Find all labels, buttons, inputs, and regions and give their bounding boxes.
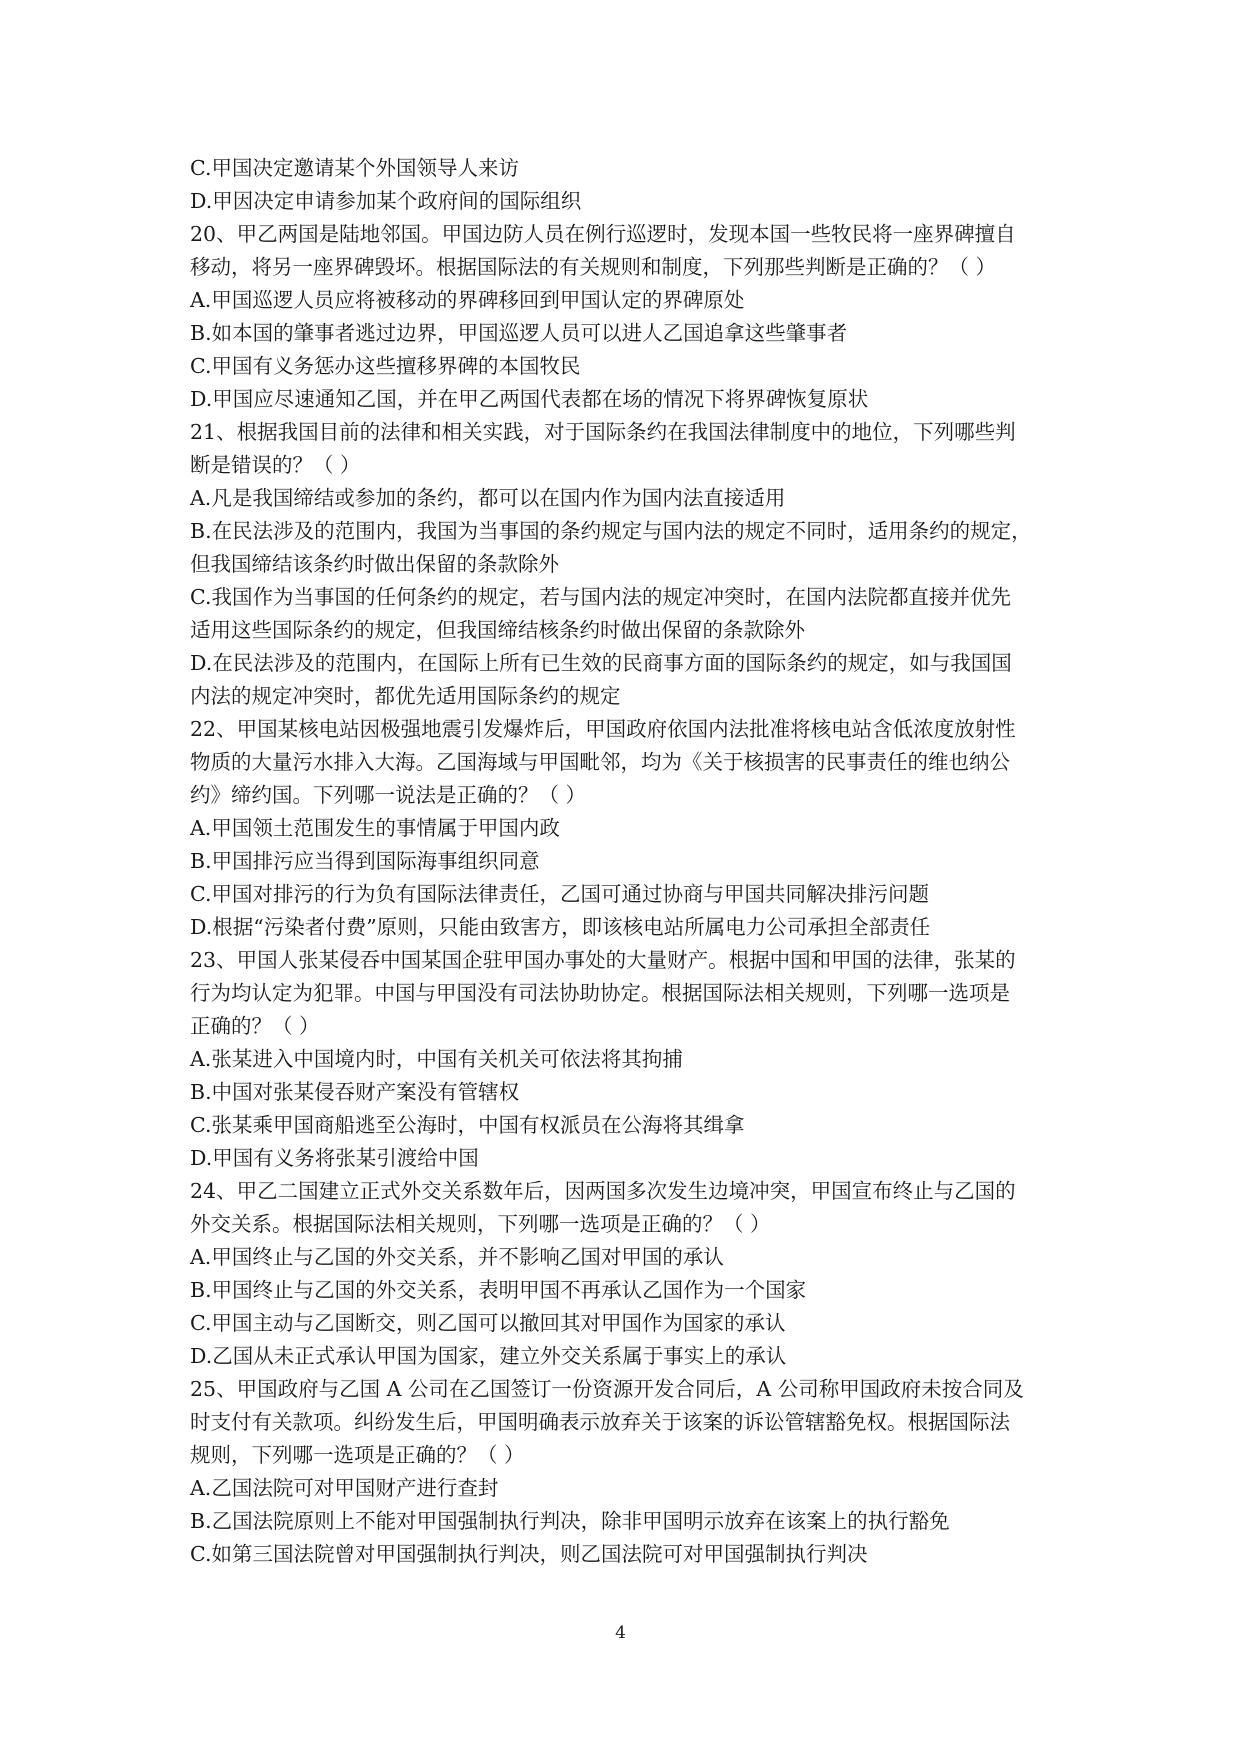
option-d-q22: D.根据“污染者付费”原则，只能由致害方，即该核电站所属电力公司承担全部责任 [190, 915, 931, 939]
option-b-q24: B.甲国终止与乙国的外交关系，表明甲国不再承认乙国作为一个国家 [190, 1278, 807, 1302]
question-24-line-2: 外交关系。根据国际法相关规则，下列哪一选项是正确的？（ ） [190, 1212, 771, 1236]
option-b-q23: B.中国对张某侵吞财产案没有管辖权 [190, 1080, 520, 1104]
option-c-q25: C.如第三国法院曾对甲国强制执行判决，则乙国法院可对甲国强制执行判决 [190, 1542, 868, 1566]
option-d-q21-line-1: D.在民法涉及的范围内，在国际上所有已生效的民商事方面的国际条约的规定，如与我国国 [190, 651, 1012, 675]
option-c-q19: C.甲国决定邀请某个外国领导人来访 [190, 156, 519, 180]
question-20-line-1: 20、甲乙两国是陆地邻国。甲国边防人员在例行巡逻时，发现本国一些牧民将一座界碑擅自 [190, 222, 1016, 246]
option-b-q21-line-1: B.在民法涉及的范围内，我国为当事国的条约规定与国内法的规定不同时，适用条约的规定， [190, 519, 1032, 543]
option-a-q21: A.凡是我国缔结或参加的条约，都可以在国内作为国内法直接适用 [190, 486, 786, 510]
question-25-line-3: 规则，下列哪一选项是正确的？（ ） [190, 1443, 525, 1467]
option-c-q21-line-1: C.我国作为当事国的任何条约的规定，若与国内法的规定冲突时，在国内法院都直接并优先 [190, 585, 1011, 609]
option-d-q19: D.甲因决定申请参加某个政府间的国际组织 [190, 189, 582, 213]
question-21-line-1: 21、根据我国目前的法律和相关实践，对于国际条约在我国法律制度中的地位，下列哪些判 [190, 420, 1016, 444]
question-24-line-1: 24、甲乙二国建立正式外交关系数年后，因两国多次发生边境冲突，甲国宣布终止与乙国的 [190, 1179, 1016, 1203]
option-a-q24: A.甲国终止与乙国的外交关系，并不影响乙国对甲国的承认 [190, 1245, 724, 1269]
question-22-line-1: 22、甲国某核电站因极强地震引发爆炸后，甲国政府依国内法批准将核电站含低浓度放射性 [190, 717, 1016, 741]
option-a-q22: A.甲国领土范围发生的事情属于甲国内政 [190, 816, 560, 840]
option-c-q20: C.甲国有义务惩办这些擅移界碑的本国牧民 [190, 354, 581, 378]
option-d-q24: D.乙国从未正式承认甲国为国家，建立外交关系属于事实上的承认 [190, 1344, 787, 1368]
option-a-q23: A.张某进入中国境内时，中国有关机关可依法将其拘捕 [190, 1047, 683, 1071]
question-20-line-2: 移动，将另一座界碑毁坏。根据国际法的有关规则和制度，下列那些判断是正确的？（ ） [190, 255, 997, 279]
question-25-line-2: 时支付有关款项。纠纷发生后，甲国明确表示放弃关于该案的诉讼管辖豁免权。根据国际法 [190, 1410, 1010, 1434]
option-d-q21-line-2: 内法的规定冲突时，都优先适用国际条约的规定 [190, 684, 621, 708]
question-23-line-2: 行为均认定为犯罪。中国与甲国没有司法协助协定。根据国际法相关规则，下列哪一选项是 [190, 981, 1010, 1005]
option-d-q23: D.甲国有义务将张某引渡给中国 [190, 1146, 479, 1170]
option-a-q20: A.甲国巡逻人员应将被移动的界碑移回到甲国认定的界碑原处 [190, 288, 745, 312]
page-body [190, 152, 1063, 1571]
option-c-q22: C.甲国对排污的行为负有国际法律责任，乙国可通过协商与甲国共同解决排污问题 [190, 882, 929, 906]
option-b-q21-line-2: 但我国缔结该条约时做出保留的条款除外 [190, 552, 559, 576]
option-a-q25: A.乙国法院可对甲国财产进行查封 [190, 1476, 499, 1500]
question-23-line-1: 23、甲国人张某侵吞中国某国企驻甲国办事处的大量财产。根据中国和甲国的法律，张某的 [190, 948, 1016, 972]
question-21-line-2: 断是错误的？（ ） [190, 453, 361, 477]
option-d-q20: D.甲国应尽速通知乙国，并在甲乙两国代表都在场的情况下将界碑恢复原状 [190, 387, 869, 411]
option-c-q23: C.张某乘甲国商船逃至公海时，中国有权派员在公海将其缉拿 [190, 1113, 745, 1137]
option-b-q25: B.乙国法院原则上不能对甲国强制执行判决，除非甲国明示放弃在该案上的执行豁免 [190, 1509, 950, 1533]
option-c-q24: C.甲国主动与乙国断交，则乙国可以撤回其对甲国作为国家的承认 [190, 1311, 786, 1335]
option-b-q20: B.如本国的肇事者逃过边界，甲国巡逻人员可以进人乙国追拿这些肇事者 [190, 321, 848, 345]
option-b-q22: B.甲国排污应当得到国际海事组织同意 [190, 849, 540, 873]
question-23-line-3: 正确的？（ ） [190, 1014, 320, 1038]
page-number: 4 [615, 1623, 626, 1643]
option-c-q21-line-2: 适用这些国际条约的规定，但我国缔结核条约时做出保留的条款除外 [190, 618, 805, 642]
question-22-line-3: 约》缔约国。下列哪一说法是正确的？（ ） [190, 783, 587, 807]
question-25-line-1: 25、甲国政府与乙国 A 公司在乙国签订一份资源开发合同后，A 公司称甲国政府未按合同及 [190, 1377, 1024, 1401]
question-22-line-2: 物质的大量污水排入大海。乙国海域与甲国毗邻，均为《关于核损害的民事责任的维也纳公 [190, 750, 1010, 774]
